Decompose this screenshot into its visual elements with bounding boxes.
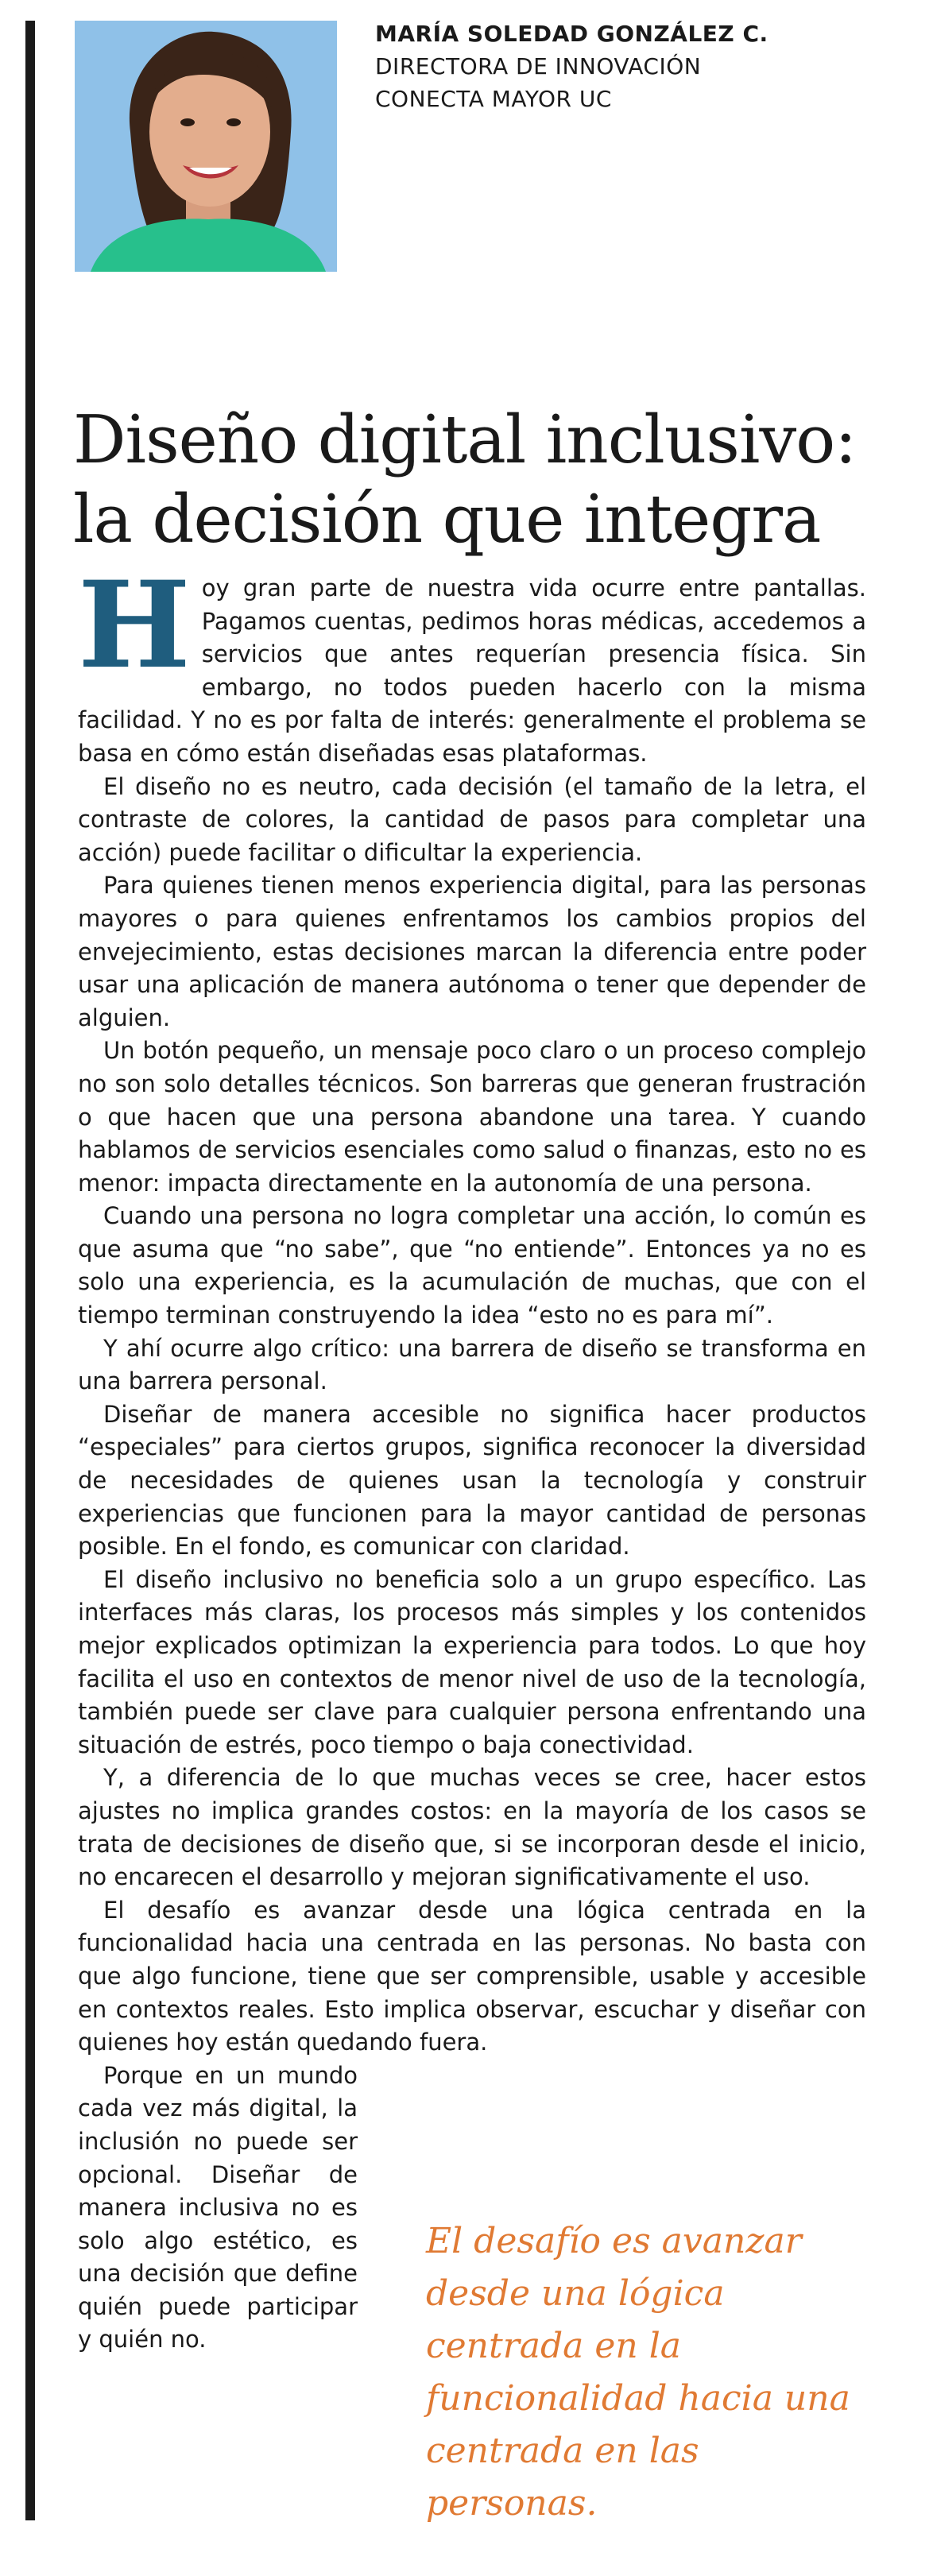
headline-line-1: Diseño digital inclusivo: — [73, 401, 857, 478]
byline — [375, 17, 884, 115]
column-rule — [25, 21, 35, 2520]
author-name: MARÍA SOLEDAD GONZÁLEZ C. — [375, 21, 768, 47]
article-paragraph: Y, a diferencia de lo que muchas veces se cree, hacer estos ajustes no implica grandes costos: en la mayoría de los casos se trata de decisiones de diseño que, si se incorporan desde el inicio, no encarecen el desarrollo y mejoran significativamente el uso. — [78, 1764, 866, 1891]
pull-quote: El desafío es avanzar desde una lógica centrada en la funcionalidad hacia una centrada en las personas. — [426, 2221, 850, 2524]
article-paragraph: Cuando una persona no logra completar una acción, lo común es que asuma que “no sabe”, que “no entiende”. Entonces ya no es solo una experiencia, es la acumulación de muchas, que con el tiempo terminan construyendo la idea “esto no es para mí”. — [78, 1202, 866, 1329]
article-body — [78, 555, 866, 2357]
article-paragraph — [78, 555, 866, 771]
article-paragraph: El diseño no es neutro, cada decisión (el tamaño de la letra, el contraste de colores, la cantidad de pasos para completar una acción) puede facilitar o dificultar la experiencia. — [78, 772, 866, 866]
author-photo — [75, 21, 337, 272]
article-paragraph: Y ahí ocurre algo crítico: una barrera de diseño se transforma en una barrera personal. — [78, 1334, 866, 1395]
article-paragraph: El diseño inclusivo no beneficia solo a un grupo específico. Las interfaces más claras, los procesos más simples y los contenidos mejor explicados optimizan la experiencia para todos. Lo que hoy facilita el uso en contextos de menor nivel de uso de la tecnología, también puede ser clave para cualquier persona enfrentando una situación de estrés, poco tiempo o baja conectividad. — [78, 1565, 866, 1758]
headline — [73, 400, 900, 559]
author-organization: CONECTA MAYOR UC — [375, 86, 612, 112]
article-paragraph: Diseñar de manera accesible no significa hacer productos “especiales” para ciertos grupos, significa reconocer la diversidad de necesidades de quienes usan la tecnología y construir experiencias que funcionen para la mayor cantidad de personas posible. En el fondo, es comunicar con claridad. — [78, 1400, 866, 1561]
author-role: DIRECTORA DE INNOVACIÓN — [375, 53, 702, 79]
author-portrait-illustration — [75, 21, 337, 272]
article-paragraph: Porque en un mundo cada vez más digital, la inclusión no puede ser opcional. Diseñar de manera inclusiva no es solo algo estético, es una decisión que define quién puede participar y quién no. — [78, 2061, 358, 2354]
drop-cap: H — [78, 555, 191, 695]
article-paragraph: Para quienes tienen menos experiencia digital, para las personas mayores o para quienes enfrentamos los cambios propios del envejecimiento, estas decisiones marcan la diferencia entre poder usar una aplicación de manera autónoma o tener que depender de alguien. — [78, 872, 866, 1031]
article-paragraph: Un botón pequeño, un mensaje poco claro o un proceso complejo no son solo detalles técnicos. Son barreras que generan frustración o que hacen que una persona abandone una tarea. Y cuando hablamos de servicios esenciales como salud o finanzas, esto no es menor: impacta directamente en la autonomía de una persona. — [78, 1037, 866, 1197]
headline-line-2: la decisión que integra — [73, 481, 821, 558]
article-paragraph: El desafío es avanzar desde una lógica centrada en la funcionalidad hacia una centrada en las personas. No basta con que algo funcione, tiene que ser comprensible, usable y accesible en contextos reales. Esto implica observar, escuchar y diseñar con quienes hoy están quedando fuera. — [78, 1896, 866, 2056]
paragraph-text: oy gran parte de nuestra vida ocurre entre pantallas. Pagamos cuentas, pedimos horas médicas, accedemos a servicios que antes requerían presencia física. Sin embargo, no todos pueden hacerlo con la misma facilidad. Y no es por falta de interés: generalmente el problema se basa en cómo están diseñadas esas plataformas. — [78, 574, 866, 767]
